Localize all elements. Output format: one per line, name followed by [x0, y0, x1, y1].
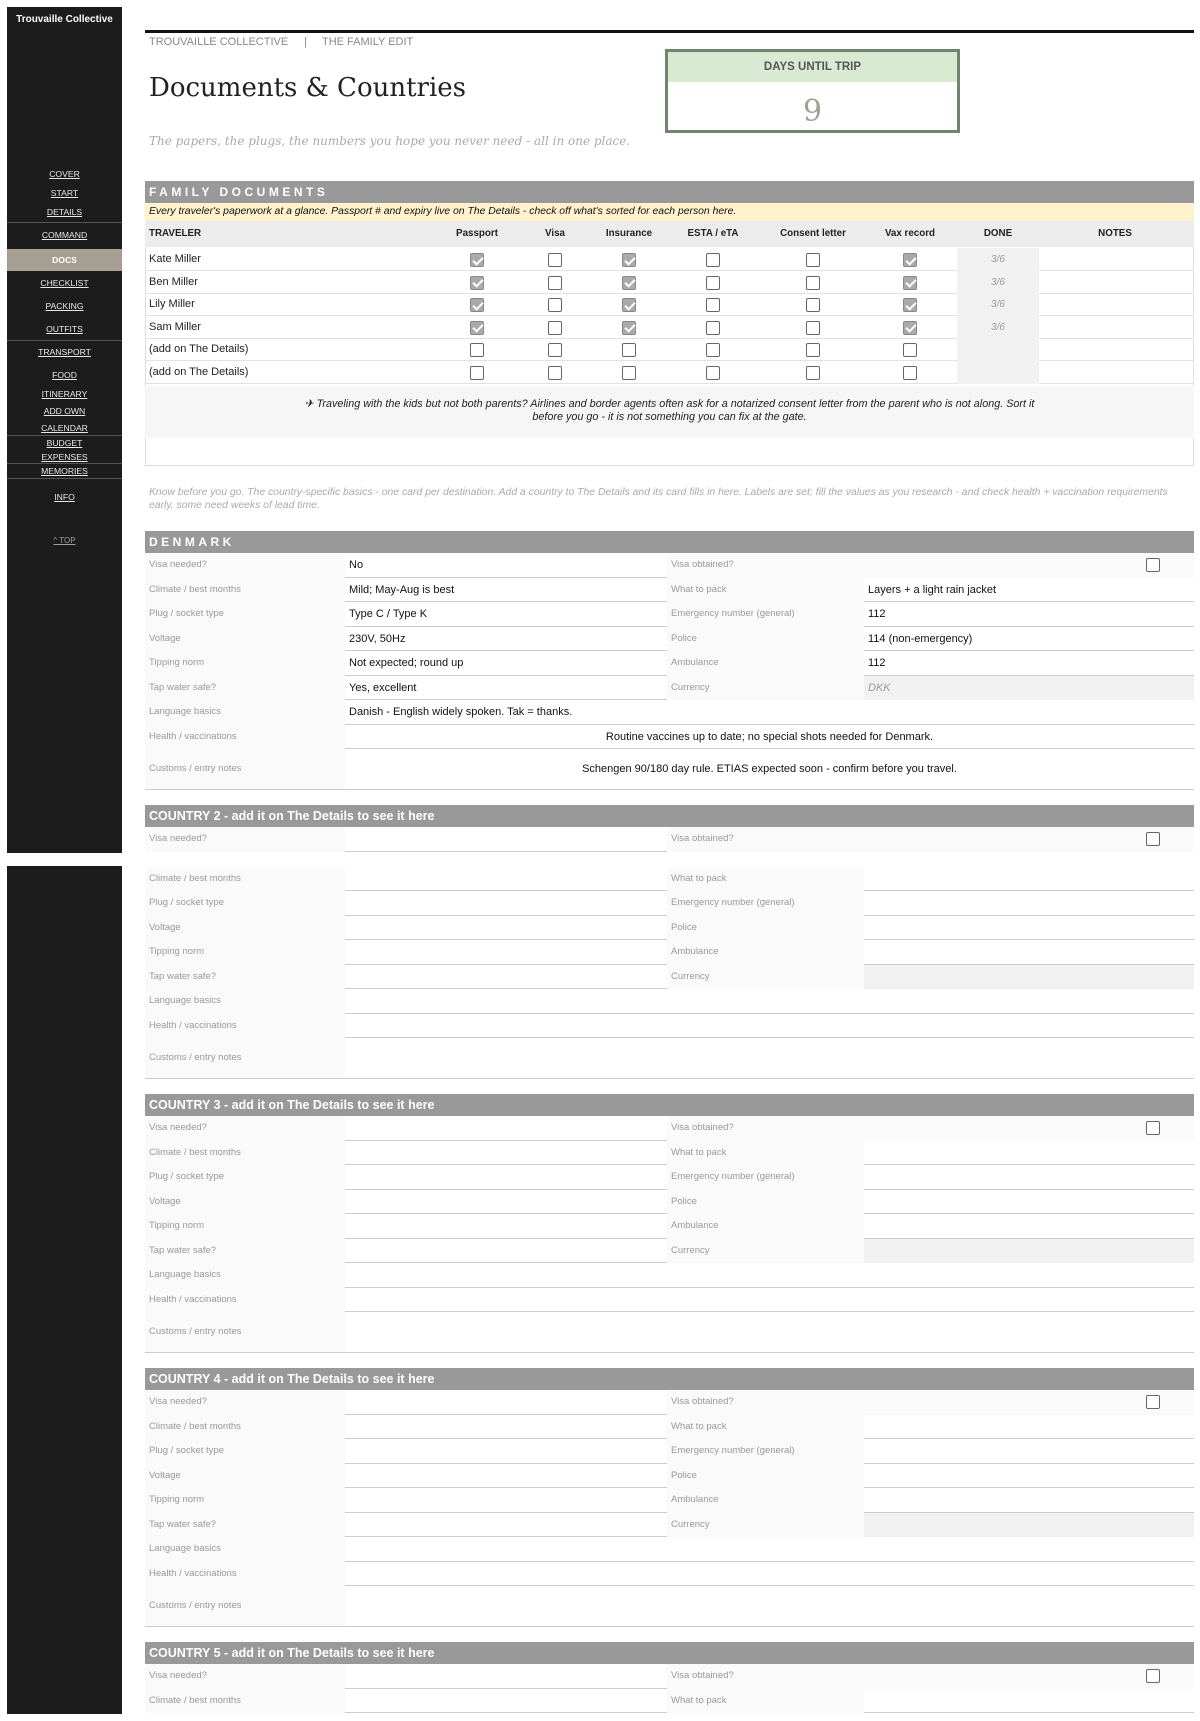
field-label: What to pack	[667, 1415, 864, 1440]
traveler-name: (add on The Details)	[149, 343, 249, 355]
language-label: Language basics	[145, 1263, 345, 1288]
family-documents-heading: FAMILY DOCUMENTS	[145, 181, 1194, 203]
sidebar-divider	[7, 478, 122, 479]
field-value[interactable]: DKK	[864, 676, 1194, 701]
field-label: Emergency number (general)	[667, 891, 864, 916]
sidebar-brand: Trouvaille Collective	[16, 14, 113, 25]
field-label: Tap water safe?	[145, 676, 345, 701]
field-value[interactable]	[864, 1165, 1194, 1190]
visa-obtained-checkbox[interactable]	[1146, 1121, 1160, 1135]
field-label: Tipping norm	[145, 651, 345, 676]
customs-value[interactable]	[345, 1038, 1194, 1078]
sidebar-item-itinerary[interactable]: ITINERARY	[41, 389, 88, 399]
field-value[interactable]: Type C / Type K	[345, 602, 667, 627]
field-value[interactable]: Layers + a light rain jacket	[864, 578, 1194, 603]
field-label: Plug / socket type	[145, 891, 345, 916]
header-separator: |	[304, 36, 307, 48]
col-passport: Passport	[456, 228, 498, 239]
doc-checkbox[interactable]	[806, 321, 820, 335]
visa-obtained-label: Visa obtained?	[667, 1390, 1194, 1415]
sidebar-item-add-own[interactable]: ADD OWN	[43, 406, 86, 416]
page-title: Documents & Countries	[149, 73, 467, 103]
doc-checkbox[interactable]	[706, 253, 720, 267]
sidebar-item-cover[interactable]: COVER	[49, 169, 80, 179]
doc-checkbox[interactable]	[903, 366, 917, 380]
table-row	[145, 316, 1194, 339]
doc-checkbox[interactable]	[622, 276, 636, 290]
field-value[interactable]	[864, 1513, 1194, 1538]
customs-label: Customs / entry notes	[145, 1586, 345, 1626]
sidebar-item-food[interactable]: FOOD	[52, 370, 77, 380]
customs-label: Customs / entry notes	[145, 1312, 345, 1352]
doc-checkbox[interactable]	[903, 253, 917, 267]
doc-checkbox[interactable]	[706, 366, 720, 380]
traveler-name: Sam Miller	[149, 320, 201, 333]
visa-obtained-label: Visa obtained?	[667, 1664, 1194, 1689]
table-row	[145, 271, 1194, 294]
top-rule	[145, 30, 1194, 33]
col-vax-record: Vax record	[884, 228, 936, 239]
field-value[interactable]	[345, 1239, 667, 1264]
field-label: Tap water safe?	[145, 1239, 345, 1264]
doc-checkbox[interactable]	[903, 276, 917, 290]
customs-label: Customs / entry notes	[145, 749, 345, 789]
field-value[interactable]	[345, 1165, 667, 1190]
doc-checkbox[interactable]	[470, 298, 484, 312]
field-label: Emergency number (general)	[667, 1165, 864, 1190]
header-brand: TROUVAILLE COLLECTIVE	[149, 36, 289, 48]
language-value[interactable]	[345, 989, 1194, 1014]
sidebar-item-command[interactable]: COMMAND	[41, 230, 88, 240]
field-value[interactable]: 112	[864, 602, 1194, 627]
doc-checkbox[interactable]	[548, 366, 562, 380]
sidebar-item-memories[interactable]: MEMORIES	[41, 466, 88, 476]
field-label: Ambulance	[667, 1488, 864, 1513]
health-value[interactable]	[345, 1014, 1194, 1039]
field-label: Voltage	[145, 916, 345, 941]
sidebar-item-transport[interactable]: TRANSPORT	[38, 347, 91, 357]
traveler-name: (add on The Details)	[149, 365, 249, 378]
field-label: Tipping norm	[145, 1488, 345, 1513]
field-label: Currency	[667, 965, 864, 990]
language-value[interactable]: Danish - English widely spoken. Tak = thanks.	[345, 700, 1194, 725]
field-value[interactable]	[864, 891, 1194, 916]
visa-obtained-checkbox[interactable]	[1146, 558, 1160, 572]
health-label: Health / vaccinations	[145, 1014, 345, 1039]
table-row	[145, 338, 1194, 361]
card-bottom-border	[145, 789, 1194, 790]
customs-value[interactable]	[345, 1586, 1194, 1626]
visa-needed-label: Visa needed?	[145, 1664, 345, 1689]
col-traveler: TRAVELER	[149, 228, 202, 239]
field-label: Plug / socket type	[145, 602, 345, 627]
doc-checkbox[interactable]	[806, 253, 820, 267]
field-label: Emergency number (general)	[667, 1439, 864, 1464]
field-label: Ambulance	[667, 1214, 864, 1239]
field-label: What to pack	[667, 867, 864, 892]
doc-checkbox[interactable]	[706, 321, 720, 335]
sidebar-divider	[7, 340, 122, 341]
field-value[interactable]	[864, 1689, 1194, 1714]
visa-needed-label: Visa needed?	[145, 1116, 345, 1141]
done-count	[957, 338, 1039, 361]
field-label: What to pack	[667, 1689, 864, 1714]
doc-checkbox[interactable]	[622, 343, 636, 357]
done-count: 3/6	[957, 248, 1039, 271]
doc-checkbox[interactable]	[470, 366, 484, 380]
field-value[interactable]	[864, 1464, 1194, 1489]
header-edition: THE FAMILY EDIT	[322, 36, 414, 48]
field-value[interactable]: Not expected; round up	[345, 651, 667, 676]
sidebar-divider	[7, 463, 122, 464]
visa-needed-value[interactable]: No	[345, 553, 667, 578]
doc-checkbox[interactable]	[706, 298, 720, 312]
sidebar-continued	[7, 866, 122, 1714]
visa-obtained-label: Visa obtained?	[667, 553, 1194, 578]
doc-checkbox[interactable]	[903, 298, 917, 312]
customs-value[interactable]	[345, 1312, 1194, 1352]
language-label: Language basics	[145, 700, 345, 725]
health-label: Health / vaccinations	[145, 1288, 345, 1313]
done-count: 3/6	[957, 316, 1039, 339]
customs-label: Customs / entry notes	[145, 1038, 345, 1078]
field-label: Climate / best months	[145, 1415, 345, 1440]
visa-needed-value[interactable]	[345, 1390, 667, 1415]
field-label: Climate / best months	[145, 867, 345, 892]
field-value[interactable]	[864, 1439, 1194, 1464]
field-label: Police	[667, 1190, 864, 1215]
country-heading: DENMARK	[145, 531, 1194, 553]
field-value[interactable]	[345, 1214, 667, 1239]
field-label: Currency	[667, 676, 864, 701]
card-bottom-border	[145, 1626, 1194, 1627]
consent-letter-note: ✈ Traveling with the kids but not both parents? Airlines and border agents often ask for a notarized consent letter from the parent who is not along. Sort it before you go - it is not something you can fix at the gate.	[145, 386, 1194, 438]
field-value[interactable]	[345, 1141, 667, 1166]
field-label: Climate / best months	[145, 578, 345, 603]
field-label: What to pack	[667, 578, 864, 603]
sidebar	[7, 7, 122, 853]
field-value[interactable]	[345, 1689, 667, 1714]
field-value[interactable]	[345, 1190, 667, 1215]
language-label: Language basics	[145, 989, 345, 1014]
field-value[interactable]: 114 (non-emergency)	[864, 627, 1194, 652]
family-documents-banner: Every traveler's paperwork at a glance. Passport # and expiry live on The Details - check off what's sorted for each person here.	[145, 203, 1194, 221]
doc-checkbox[interactable]	[806, 298, 820, 312]
field-value[interactable]	[345, 891, 667, 916]
field-value[interactable]	[345, 1488, 667, 1513]
field-label: Ambulance	[667, 940, 864, 965]
field-value[interactable]	[345, 867, 667, 892]
visa-obtained-label: Visa obtained?	[667, 827, 1194, 852]
done-count	[957, 361, 1039, 384]
done-count: 3/6	[957, 271, 1039, 294]
country-heading: COUNTRY 2 - add it on The Details to see it here	[145, 805, 1194, 827]
traveler-name: Ben Miller	[149, 275, 198, 288]
field-value[interactable]	[864, 1488, 1194, 1513]
visa-obtained-checkbox[interactable]	[1146, 1395, 1160, 1409]
field-value[interactable]	[864, 867, 1194, 892]
sidebar-item-details[interactable]: DETAILS	[46, 207, 83, 217]
field-label: Climate / best months	[145, 1689, 345, 1714]
doc-checkbox[interactable]	[548, 276, 562, 290]
sidebar-item-outfits[interactable]: OUTFITS	[46, 324, 83, 334]
sidebar-item-budget[interactable]: BUDGET	[46, 438, 83, 448]
language-value[interactable]	[345, 1537, 1194, 1562]
doc-checkbox[interactable]	[548, 343, 562, 357]
visa-needed-value[interactable]	[345, 1664, 667, 1689]
field-value[interactable]	[345, 1415, 667, 1440]
visa-needed-label: Visa needed?	[145, 1390, 345, 1415]
card-bottom-border	[145, 1352, 1194, 1353]
visa-obtained-checkbox[interactable]	[1146, 1669, 1160, 1683]
doc-checkbox[interactable]	[470, 253, 484, 267]
doc-checkbox[interactable]	[622, 321, 636, 335]
doc-checkbox[interactable]	[470, 276, 484, 290]
field-label: Tipping norm	[145, 1214, 345, 1239]
sidebar-item-docs[interactable]: DOCS	[7, 249, 122, 271]
field-value[interactable]: Yes, excellent	[345, 676, 667, 701]
field-label: Voltage	[145, 1464, 345, 1489]
field-value[interactable]	[864, 1141, 1194, 1166]
col-visa: Visa	[545, 228, 565, 239]
done-count: 3/6	[957, 293, 1039, 316]
sidebar-item-packing[interactable]: PACKING	[45, 301, 84, 311]
doc-checkbox[interactable]	[706, 276, 720, 290]
doc-checkbox[interactable]	[470, 343, 484, 357]
visa-needed-label: Visa needed?	[145, 553, 345, 578]
country-heading: COUNTRY 3 - add it on The Details to see it here	[145, 1094, 1194, 1116]
doc-checkbox[interactable]	[806, 343, 820, 357]
col-consent-letter: Consent letter	[780, 228, 846, 239]
visa-needed-value[interactable]	[345, 827, 667, 852]
health-value[interactable]	[345, 1288, 1194, 1313]
field-value[interactable]: 112	[864, 651, 1194, 676]
table-row	[145, 361, 1194, 384]
field-label: Police	[667, 916, 864, 941]
sidebar-divider	[7, 222, 122, 223]
col-done: DONE	[983, 228, 1013, 239]
field-label: Tipping norm	[145, 940, 345, 965]
field-value[interactable]	[864, 1214, 1194, 1239]
field-label: Emergency number (general)	[667, 602, 864, 627]
health-value[interactable]: Routine vaccines up to date; no special shots needed for Denmark.	[345, 725, 1194, 750]
col-notes: NOTES	[1098, 228, 1132, 239]
trip-countdown	[665, 49, 960, 133]
sidebar-item-top[interactable]: ^ TOP	[53, 536, 76, 545]
field-label: Voltage	[145, 1190, 345, 1215]
table-row	[145, 293, 1194, 316]
countdown-label: DAYS UNTIL TRIP	[668, 52, 957, 82]
countries-intro: Know before you go. The country-specific basics - one card per destination. Add a country to The Details and its card fills in here. Labels are set; fill the values as you research - and check health + vaccination requirements early, some need weeks of lead time.	[149, 487, 1168, 511]
card-bottom-border	[145, 1078, 1194, 1079]
col-insurance: Insurance	[605, 228, 653, 239]
field-value[interactable]	[345, 940, 667, 965]
field-label: Police	[667, 1464, 864, 1489]
field-value[interactable]	[345, 1513, 667, 1538]
table-row	[145, 248, 1194, 271]
health-label: Health / vaccinations	[145, 1562, 345, 1587]
visa-obtained-checkbox[interactable]	[1146, 832, 1160, 846]
field-value[interactable]: Mild; May-Aug is best	[345, 578, 667, 603]
language-label: Language basics	[145, 1537, 345, 1562]
col-esta: ESTA / eTA	[687, 228, 739, 239]
doc-checkbox[interactable]	[548, 253, 562, 267]
doc-checkbox[interactable]	[622, 366, 636, 380]
field-value[interactable]	[345, 1439, 667, 1464]
sidebar-divider	[7, 435, 122, 436]
sidebar-item-expenses[interactable]: EXPENSES	[41, 452, 88, 462]
doc-checkbox[interactable]	[622, 253, 636, 267]
doc-checkbox[interactable]	[548, 298, 562, 312]
doc-checkbox[interactable]	[470, 321, 484, 335]
field-label: Plug / socket type	[145, 1165, 345, 1190]
field-value[interactable]	[864, 1415, 1194, 1440]
field-label: Currency	[667, 1239, 864, 1264]
traveler-name: Kate Miller	[149, 253, 201, 265]
field-label: Plug / socket type	[145, 1439, 345, 1464]
health-label: Health / vaccinations	[145, 725, 345, 750]
doc-checkbox[interactable]	[548, 321, 562, 335]
customs-value[interactable]: Schengen 90/180 day rule. ETIAS expected soon - confirm before you travel.	[582, 763, 957, 775]
sidebar-item-info[interactable]: INFO	[54, 492, 75, 502]
field-value[interactable]	[345, 1464, 667, 1489]
field-value[interactable]	[864, 1190, 1194, 1215]
sidebar-item-calendar[interactable]: CALENDAR	[41, 423, 88, 433]
doc-checkbox[interactable]	[622, 298, 636, 312]
field-value[interactable]	[864, 1239, 1194, 1264]
field-label: Tap water safe?	[145, 1513, 345, 1538]
country-heading: COUNTRY 5 - add it on The Details to see it here	[145, 1642, 1194, 1664]
visa-needed-value[interactable]	[345, 1116, 667, 1141]
sidebar-item-start[interactable]: START	[50, 188, 79, 198]
country-heading: COUNTRY 4 - add it on The Details to see it here	[145, 1368, 1194, 1390]
field-label: Police	[667, 627, 864, 652]
field-label: Tap water safe?	[145, 965, 345, 990]
doc-checkbox[interactable]	[903, 321, 917, 335]
visa-needed-label: Visa needed?	[145, 827, 345, 852]
traveler-name: Lily Miller	[149, 298, 195, 310]
sidebar-item-checklist[interactable]: CHECKLIST	[40, 278, 89, 288]
field-value[interactable]	[864, 916, 1194, 941]
field-label: What to pack	[667, 1141, 864, 1166]
health-value[interactable]	[345, 1562, 1194, 1587]
field-label: Voltage	[145, 627, 345, 652]
field-value[interactable]	[864, 940, 1194, 965]
field-value[interactable]	[864, 965, 1194, 990]
language-value[interactable]	[345, 1263, 1194, 1288]
doc-checkbox[interactable]	[706, 343, 720, 357]
field-value[interactable]: 230V, 50Hz	[345, 627, 667, 652]
field-value[interactable]	[345, 916, 667, 941]
page-subtitle: The papers, the plugs, the numbers you hope you never need - all in one place.	[149, 134, 631, 148]
doc-checkbox[interactable]	[806, 366, 820, 380]
field-label: Currency	[667, 1513, 864, 1538]
countdown-value: 9	[802, 94, 823, 129]
doc-checkbox[interactable]	[806, 276, 820, 290]
field-value[interactable]	[345, 965, 667, 990]
visa-obtained-label: Visa obtained?	[667, 1116, 1194, 1141]
doc-checkbox[interactable]	[903, 343, 917, 357]
field-label: Ambulance	[667, 651, 864, 676]
field-label: Climate / best months	[145, 1141, 345, 1166]
